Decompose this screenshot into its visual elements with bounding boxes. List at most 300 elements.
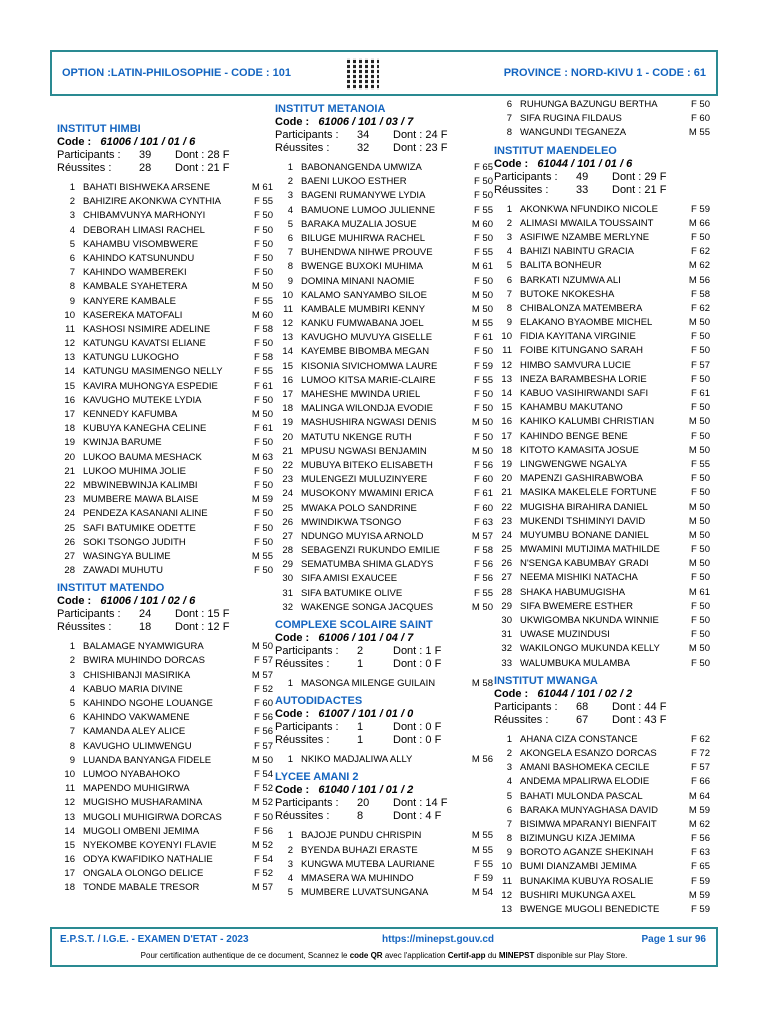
- candidate-score: M 50: [688, 317, 710, 329]
- candidate-row: [494, 401, 710, 415]
- participants-count: Participants : 49 Dont : 29 F: [494, 170, 667, 183]
- candidate-number: 2: [287, 176, 293, 188]
- candidate-number: 13: [64, 352, 75, 364]
- candidate-row: [57, 654, 273, 668]
- candidate-name: MBWINEBWINJA KALIMBI: [83, 479, 198, 491]
- candidate-name: KAHAMBU VISOMBWERE: [83, 238, 199, 250]
- candidate-row: [57, 740, 273, 754]
- school-section: [275, 695, 493, 771]
- candidate-row: [275, 260, 493, 274]
- candidate-name: LUANDA BANYANGA FIDELE: [83, 754, 212, 766]
- candidate-number: 5: [287, 218, 293, 230]
- candidate-row: [275, 374, 493, 388]
- candidate-number: 14: [64, 366, 75, 378]
- school-title: INSTITUT MATENDO: [57, 582, 165, 595]
- candidate-name: BAGENI RUMANYWE LYDIA: [301, 190, 426, 202]
- candidate-score: M 50: [471, 289, 493, 301]
- candidate-row: [494, 571, 710, 585]
- candidate-number: 6: [506, 99, 512, 110]
- candidate-name: HIMBO SAMVURA LUCIE: [520, 359, 631, 371]
- participants-count: Participants : 20 Dont : 14 F: [275, 797, 448, 810]
- reussites-count: Réussites : 28 Dont : 21 F: [57, 162, 230, 174]
- candidate-number: 4: [506, 776, 512, 788]
- candidate-number: 8: [506, 302, 512, 314]
- candidate-score: F 50: [253, 338, 273, 350]
- school-section: [275, 619, 493, 695]
- candidate-name: LINGWENGWE NGALYA: [520, 458, 627, 470]
- school-code: Code : 61006 / 101 / 01 / 6: [57, 136, 196, 148]
- candidate-name: MUMBERE LUVATSUNGANA: [301, 887, 429, 899]
- candidate-score: M 55: [471, 318, 493, 330]
- candidate-row: [494, 288, 710, 302]
- candidate-name: MUGOLI MUHIGIRWA DORCAS: [83, 811, 222, 823]
- candidate-name: AKONGELA ESANZO DORCAS: [520, 747, 657, 759]
- candidate-row: [494, 832, 710, 846]
- candidate-row: [57, 754, 273, 768]
- participants-count: Participants : 34 Dont : 24 F: [275, 129, 448, 141]
- footer-exam-label: E.P.S.T. / I.G.E. - EXAMEN D'ETAT - 2023: [60, 934, 249, 945]
- candidate-number: 30: [501, 615, 512, 626]
- candidate-number: 13: [282, 332, 293, 344]
- candidate-name: SIFA BWEMERE ESTHER: [520, 600, 633, 612]
- candidate-number: 15: [64, 839, 75, 851]
- candidate-name: MAHESHE MWINDA URIEL: [301, 389, 421, 400]
- candidate-score: M 52: [251, 839, 273, 851]
- candidate-name: MWINDIKWA TSONGO: [301, 516, 402, 528]
- candidate-number: 1: [69, 182, 75, 193]
- school-title: INSTITUT MAENDELEO: [494, 144, 617, 157]
- candidate-row: [494, 430, 710, 444]
- candidate-score: M 50: [471, 601, 493, 613]
- candidate-name: NYEKOMBE KOYENYI FLAVIE: [83, 839, 217, 851]
- candidate-score: M 55: [251, 550, 273, 562]
- candidate-row: [275, 572, 493, 586]
- candidate-row: [57, 181, 273, 195]
- school-section: [275, 103, 493, 619]
- candidate-number: 6: [506, 804, 512, 816]
- candidate-name: WAKENGE SONGA JACQUES: [301, 601, 434, 613]
- candidate-score: F 56: [253, 726, 273, 738]
- candidate-name: KAHIKO KALUMBI CHRISTIAN: [520, 416, 655, 428]
- candidate-name: ODYA KWAFIDIKO NATHALIE: [83, 854, 213, 866]
- candidate-number: 14: [64, 825, 75, 837]
- candidate-row: [275, 558, 493, 572]
- candidate-name: KAMANDA ALEY ALICE: [83, 726, 186, 738]
- candidate-row: [57, 867, 273, 881]
- candidate-row: [494, 818, 710, 832]
- school-section: [275, 771, 493, 904]
- candidate-number: 8: [506, 127, 512, 139]
- candidate-score: F 58: [690, 288, 710, 300]
- candidate-score: F 50: [253, 508, 273, 520]
- candidate-name: DEBORAH LIMASI RACHEL: [83, 224, 205, 236]
- candidate-score: M 57: [251, 882, 273, 894]
- candidate-name: BAJOJE PUNDU CHRISPIN: [301, 830, 422, 842]
- candidate-number: 16: [282, 374, 293, 386]
- candidate-name: KAMBALE SYAHETERA: [83, 281, 188, 293]
- candidate-row: [57, 811, 273, 825]
- candidate-number: 11: [65, 323, 75, 335]
- candidate-name: NKIKO MADJALIWA ALLY: [301, 754, 413, 766]
- candidate-name: UKWIGOMBA NKUNDA WINNIE: [520, 615, 659, 626]
- candidate-row: [57, 309, 273, 323]
- candidate-row: [494, 112, 710, 126]
- candidate-number: 15: [64, 380, 75, 392]
- candidate-row: [275, 416, 493, 430]
- candidate-score: F 57: [253, 655, 273, 667]
- candidate-score: M 64: [688, 790, 710, 802]
- candidate-row: [494, 557, 710, 571]
- candidate-number: 13: [501, 373, 512, 385]
- candidate-number: 31: [501, 629, 512, 641]
- candidate-score: F 61: [473, 488, 493, 500]
- candidate-row: [275, 445, 493, 459]
- candidate-score: M 50: [251, 754, 273, 766]
- candidate-row: [275, 204, 493, 218]
- candidate-name: KUBUYA KANEGHA CELINE: [83, 423, 207, 435]
- candidate-number: 15: [282, 360, 293, 372]
- candidate-score: M 61: [251, 182, 273, 193]
- candidate-name: KAHAMBU MAKUTANO: [520, 402, 623, 414]
- footer-note: Pour certification authentique de ce document, Scannez le code QR avec l'application Certif-app du MINEPST disponible sur Play Store.: [140, 951, 628, 960]
- candidate-row: [275, 246, 493, 260]
- candidate-row: [57, 465, 273, 479]
- candidate-name: SOKI TSONGO JUDITH: [83, 536, 186, 548]
- candidate-number: 11: [65, 783, 75, 795]
- candidate-row: [275, 601, 493, 615]
- candidate-name: MUMBERE MAWA BLAISE: [83, 494, 199, 506]
- candidate-name: MUYUMBU BONANE DANIEL: [520, 529, 649, 541]
- candidate-number: 19: [64, 437, 75, 449]
- candidate-score: F 50: [690, 430, 710, 442]
- candidate-score: F 50: [253, 565, 273, 577]
- candidate-row: [275, 345, 493, 359]
- candidate-number: 8: [506, 833, 512, 845]
- candidate-score: F 50: [690, 657, 710, 669]
- candidate-row: [275, 275, 493, 289]
- candidate-number: 7: [69, 267, 75, 279]
- candidate-score: F 50: [690, 473, 710, 485]
- candidate-number: 8: [69, 740, 75, 752]
- candidate-number: 17: [64, 868, 75, 880]
- candidate-number: 27: [64, 550, 75, 562]
- candidate-score: F 58: [253, 352, 273, 364]
- candidate-name: KASEREKA MATOFALI: [83, 309, 183, 321]
- candidate-name: MASHUSHIRA NGWASI DENIS: [301, 417, 437, 429]
- candidate-name: MASONGA MILENGE GUILAIN: [301, 678, 436, 689]
- candidate-number: 19: [501, 458, 512, 470]
- candidate-name: MMASERA WA MUHINDO: [301, 872, 414, 884]
- candidate-score: M 50: [471, 303, 493, 315]
- candidate-name: MATUTU NKENGE RUTH: [301, 431, 412, 443]
- candidate-score: F 50: [473, 232, 493, 244]
- candidate-score: M 55: [688, 127, 710, 139]
- candidate-score: F 50: [690, 629, 710, 641]
- candidate-name: KATUNGU KAVATSI ELIANE: [83, 338, 206, 350]
- candidate-name: MAPENZI GASHIRABWOBA: [520, 473, 643, 485]
- candidate-number: 29: [501, 600, 512, 612]
- candidate-number: 33: [501, 657, 512, 669]
- candidate-score: F 50: [690, 487, 710, 499]
- candidate-name: ONGALA OLONGO DELICE: [83, 868, 204, 880]
- candidate-number: 6: [287, 232, 293, 244]
- candidate-score: F 60: [253, 698, 273, 709]
- candidate-score: F 50: [473, 275, 493, 287]
- candidate-name: SEBAGENZI RUKUNDO EMILIE: [301, 545, 440, 557]
- candidate-row: [57, 337, 273, 351]
- school-code: Code : 61006 / 101 / 04 / 7: [275, 632, 414, 644]
- footer-url-link[interactable]: https://minepst.gouv.cd: [382, 934, 495, 945]
- column-1: [57, 123, 273, 900]
- candidate-number: 16: [501, 416, 512, 428]
- candidate-row: [275, 844, 493, 858]
- candidate-row: [494, 733, 710, 747]
- candidate-name: BAENI LUKOO ESTHER: [301, 176, 407, 188]
- candidate-number: 13: [64, 811, 75, 823]
- candidate-name: LUKOO MUHIMA JOLIE: [83, 465, 186, 477]
- candidate-name: AMANI BASHOMEKA CECILE: [520, 762, 650, 774]
- candidate-number: 7: [287, 247, 293, 259]
- candidate-row: [275, 473, 493, 487]
- candidate-number: 9: [69, 754, 75, 766]
- candidate-score: M 50: [251, 641, 273, 653]
- candidate-number: 5: [506, 260, 512, 272]
- candidate-name: KATUNGU LUKOGHO: [83, 352, 179, 364]
- candidate-row: [494, 501, 710, 515]
- candidate-score: M 59: [251, 494, 273, 506]
- candidate-row: [57, 451, 273, 465]
- candidate-name: KABUO VASIHIRWANDI SAFI: [520, 388, 649, 399]
- candidate-name: AHANA CIZA CONSTANCE: [520, 733, 638, 745]
- candidate-name: SHAKA HABUMUGISHA: [520, 586, 626, 598]
- candidate-score: M 50: [688, 515, 710, 527]
- candidate-name: KUNGWA MUTEBA LAURIANE: [301, 858, 435, 870]
- candidate-score: F 59: [690, 875, 710, 887]
- candidate-score: F 65: [473, 162, 493, 173]
- candidate-row: [57, 853, 273, 867]
- candidate-number: 11: [502, 345, 512, 357]
- candidate-number: 4: [506, 246, 512, 258]
- candidate-row: [275, 487, 493, 501]
- candidate-score: F 57: [253, 740, 273, 752]
- candidate-number: 12: [282, 318, 293, 330]
- candidate-row: [494, 657, 710, 671]
- candidate-score: M 63: [251, 451, 273, 463]
- qr-code-icon: [347, 58, 379, 90]
- candidate-number: 22: [501, 501, 512, 513]
- candidate-number: 4: [69, 683, 75, 695]
- candidate-row: [275, 587, 493, 601]
- candidate-score: F 52: [253, 868, 273, 880]
- candidate-name: BUSHIRI MUKUNGA AXEL: [520, 889, 636, 901]
- school-code: Code : 61040 / 101 / 01 / 2: [275, 784, 414, 797]
- candidate-score: F 55: [473, 587, 493, 599]
- candidate-number: 1: [69, 641, 75, 653]
- candidate-number: 2: [287, 844, 293, 856]
- candidate-row: [494, 529, 710, 543]
- candidate-name: WAKILONGO MUKUNDA KELLY: [520, 643, 660, 655]
- candidate-number: 30: [282, 573, 293, 585]
- candidate-row: [57, 422, 273, 436]
- candidate-number: 29: [282, 559, 293, 571]
- candidate-name: MUBUYA BITEKO ELISABETH: [301, 459, 433, 471]
- candidate-name: ASIFIWE NZAMBE MERLYNE: [520, 231, 650, 243]
- candidate-row: [57, 365, 273, 379]
- candidate-name: BAHIZIRE AKONKWA CYNTHIA: [83, 196, 221, 208]
- candidate-name: KAVIRA MUHONGYA ESPEDIE: [83, 380, 218, 392]
- candidate-row: [494, 642, 710, 656]
- candidate-number: 6: [69, 252, 75, 264]
- candidate-name: BARKATI NZUMWA ALI: [520, 274, 621, 286]
- candidate-number: 31: [282, 587, 293, 599]
- candidate-number: 5: [506, 790, 512, 802]
- candidate-score: F 50: [253, 437, 273, 449]
- candidate-score: F 50: [473, 431, 493, 443]
- candidate-row: [275, 388, 493, 402]
- candidate-name: BAMUONE LUMOO JULIENNE: [301, 204, 436, 216]
- candidate-score: F 50: [253, 465, 273, 477]
- candidate-row: [57, 669, 273, 683]
- candidate-row: [494, 761, 710, 775]
- school-title: AUTODIDACTES: [275, 695, 363, 708]
- candidate-number: 12: [64, 797, 75, 809]
- candidate-name: ELAKANO BYAOMBE MICHEL: [520, 317, 653, 329]
- candidate-name: KATUNGU MASIMENGO NELLY: [83, 366, 223, 378]
- candidate-number: 7: [506, 818, 512, 830]
- candidate-number: 9: [287, 275, 293, 287]
- candidate-number: 3: [287, 190, 293, 202]
- candidate-row: [275, 858, 493, 872]
- candidate-score: F 59: [473, 360, 493, 372]
- candidate-number: 18: [64, 882, 75, 894]
- candidate-score: M 57: [471, 530, 493, 542]
- candidate-number: 3: [506, 231, 512, 243]
- candidate-number: 10: [64, 309, 75, 321]
- candidate-row: [494, 359, 710, 373]
- candidate-number: 3: [287, 858, 293, 870]
- candidate-name: KAVUGHO ULIMWENGU: [83, 740, 192, 752]
- candidate-number: 1: [287, 162, 293, 173]
- candidate-score: M 62: [688, 818, 710, 830]
- candidate-row: [494, 846, 710, 860]
- candidate-score: F 50: [253, 224, 273, 236]
- participants-count: Participants : 39 Dont : 28 F: [57, 149, 230, 161]
- candidate-name: BABONANGENDA UMWIZA: [301, 162, 422, 173]
- candidate-row: [57, 493, 273, 507]
- candidate-score: F 57: [690, 762, 710, 774]
- candidate-row: [275, 317, 493, 331]
- candidate-name: BALAMAGE NYAMWIGURA: [83, 641, 204, 653]
- candidate-row: [494, 231, 710, 245]
- candidate-score: F 50: [473, 176, 493, 188]
- candidate-name: RUHUNGA BAZUNGU BERTHA: [520, 99, 658, 110]
- candidate-number: 20: [282, 431, 293, 443]
- candidate-row: [494, 373, 710, 387]
- candidate-name: KAVUGHO MUVUYA GISELLE: [301, 332, 433, 344]
- candidate-number: 17: [501, 430, 512, 442]
- candidate-number: 21: [64, 465, 75, 477]
- candidate-score: F 50: [253, 267, 273, 279]
- candidate-score: F 50: [473, 403, 493, 415]
- candidate-name: MWAKA POLO SANDRINE: [301, 502, 417, 514]
- candidate-score: F 60: [473, 502, 493, 514]
- candidate-name: KALAMO SANYAMBO SILOE: [301, 289, 428, 301]
- school-section: [494, 675, 710, 921]
- header-box: [50, 50, 718, 96]
- candidate-score: F 59: [690, 904, 710, 915]
- candidate-name: KAMBALE MUMBIRI KENNY: [301, 303, 426, 315]
- candidate-score: F 54: [253, 768, 273, 780]
- candidate-name: WALUMBUKA MULAMBA: [520, 657, 630, 669]
- candidate-row: [275, 331, 493, 345]
- candidate-row: [494, 415, 710, 429]
- candidate-number: 6: [69, 712, 75, 724]
- candidate-row: [275, 753, 493, 767]
- candidate-name: N'SENGA KABUMBAY GRADI: [520, 558, 649, 570]
- candidate-row: [275, 516, 493, 530]
- candidate-score: M 56: [471, 754, 493, 766]
- candidate-row: [494, 747, 710, 761]
- candidate-number: 28: [501, 586, 512, 598]
- candidate-row: [57, 195, 273, 209]
- candidate-number: 1: [506, 203, 512, 215]
- candidate-number: 18: [282, 403, 293, 415]
- candidate-number: 24: [501, 529, 512, 541]
- candidate-number: 10: [501, 861, 512, 873]
- candidate-score: M 50: [471, 417, 493, 429]
- candidate-score: F 50: [473, 389, 493, 400]
- candidate-name: BUMI DIANZAMBI JEMIMA: [520, 861, 637, 873]
- candidate-score: F 60: [473, 474, 493, 486]
- footer-box: [50, 927, 718, 967]
- candidate-number: 11: [283, 303, 293, 315]
- candidate-name: BARAKA MUZALIA JOSUE: [301, 218, 417, 230]
- candidate-score: F 50: [473, 190, 493, 202]
- candidate-number: 18: [64, 423, 75, 435]
- candidate-name: INEZA BARAMBESHA LORIE: [520, 373, 647, 385]
- candidate-name: LUMOO NYABAHOKO: [83, 768, 180, 780]
- candidate-name: MAPENDO MUHIGIRWA: [83, 783, 190, 795]
- candidate-score: F 57: [690, 359, 710, 371]
- candidate-name: ZAWADI MUHUTU: [83, 565, 164, 577]
- candidate-row: [57, 564, 273, 578]
- candidate-name: WASINGYA BULIME: [83, 550, 171, 562]
- candidate-number: 5: [69, 238, 75, 250]
- candidate-number: 1: [287, 754, 293, 766]
- candidate-name: MPUSU NGWASI BENJAMIN: [301, 445, 427, 457]
- candidate-row: [275, 218, 493, 232]
- candidate-name: KISONIA SIVICHOMWA LAURE: [301, 360, 438, 372]
- candidate-number: 12: [501, 359, 512, 371]
- candidate-score: F 52: [253, 783, 273, 795]
- candidate-row: [494, 98, 710, 112]
- candidate-name: LUMOO KITSA MARIE-CLAIRE: [301, 374, 436, 386]
- candidate-score: F 61: [690, 388, 710, 399]
- candidate-score: F 50: [690, 231, 710, 243]
- reussites-count: Réussites : 1 Dont : 0 F: [275, 734, 442, 747]
- candidate-name: LUKOO BAUMA MESHACK: [83, 451, 202, 463]
- candidate-number: 19: [282, 417, 293, 429]
- candidate-number: 23: [282, 474, 293, 486]
- candidate-row: [57, 323, 273, 337]
- candidate-score: F 50: [253, 252, 273, 264]
- candidate-name: MUKENDI TSHIMINYI DAVID: [520, 515, 646, 527]
- candidate-row: [494, 543, 710, 557]
- candidate-number: 8: [287, 261, 293, 273]
- candidate-number: 32: [282, 601, 293, 613]
- candidate-score: M 50: [688, 558, 710, 570]
- candidate-number: 14: [501, 388, 512, 399]
